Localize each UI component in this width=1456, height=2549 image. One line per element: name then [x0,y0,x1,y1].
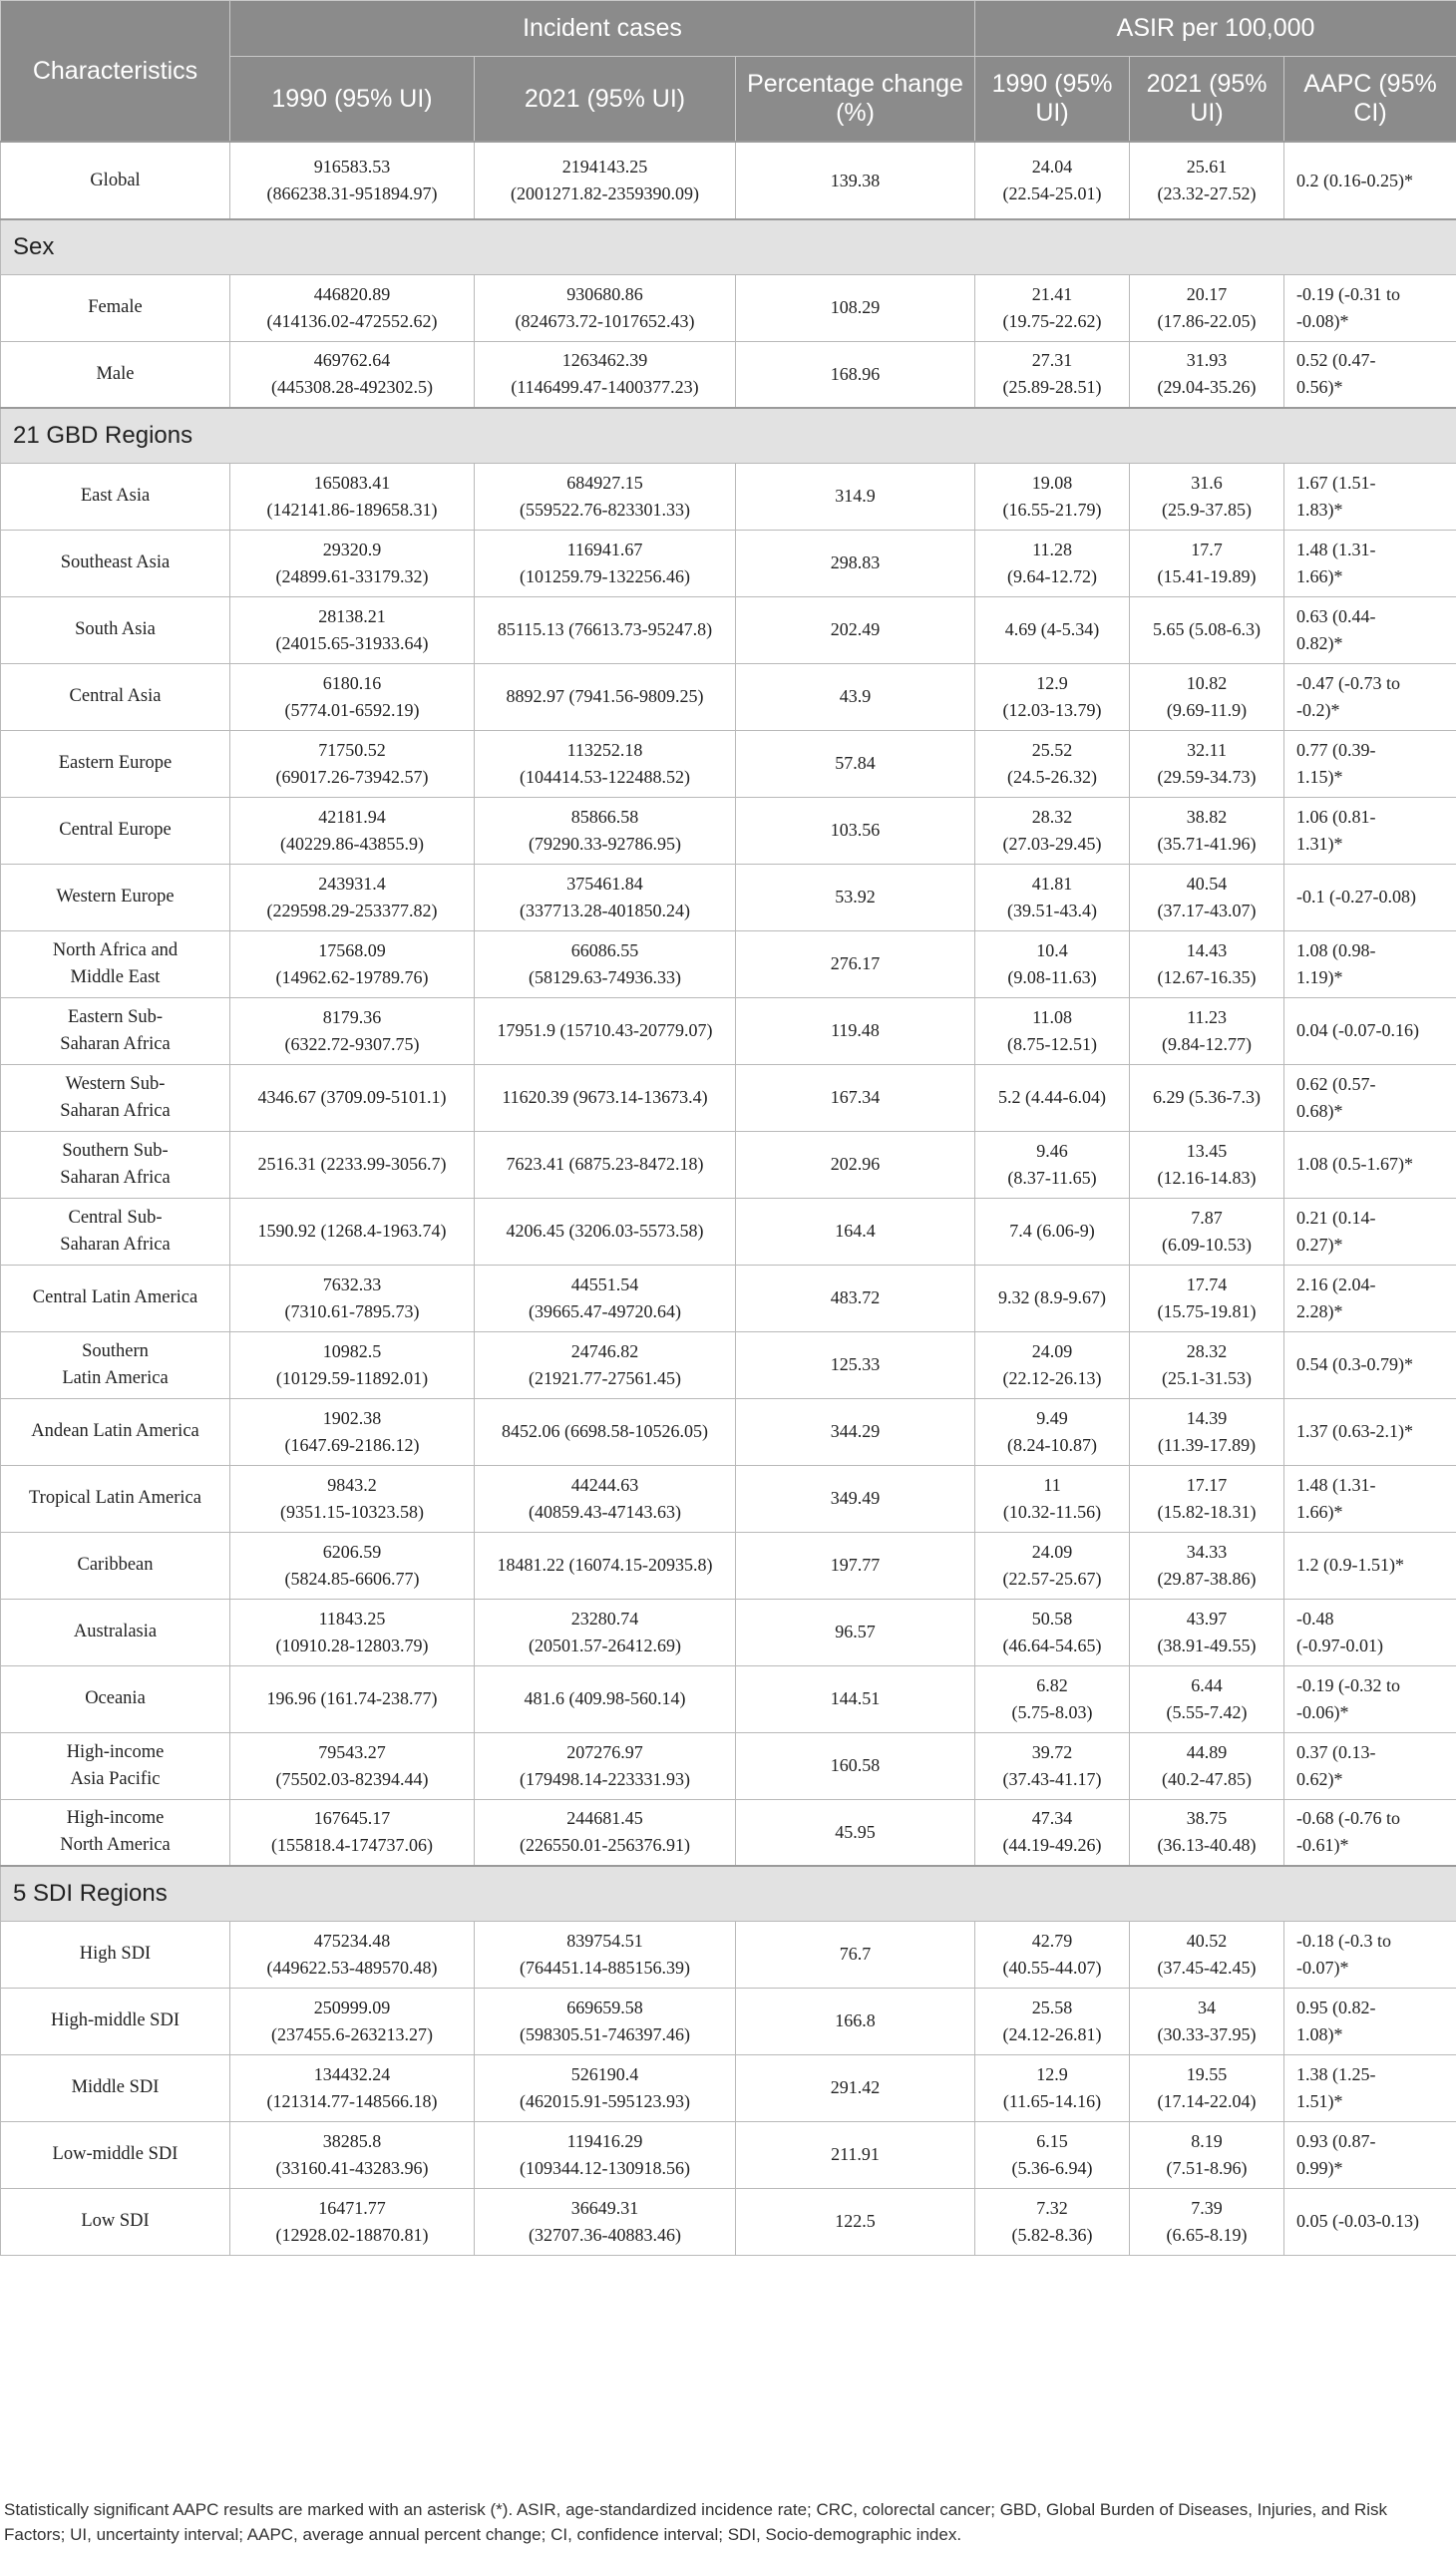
table-body [1,142,1456,2255]
cases-2021-cell: 85115.13 (76613.73-95247.8) [475,596,736,663]
asir-2021-cell: 11.23 (9.84-12.77) [1130,997,1284,1064]
header-asir-2021: 2021 (95% UI) [1130,57,1284,143]
table-row [1,1799,1456,1866]
cases-1990-cell: 243931.4 (229598.29-253377.82) [230,864,475,930]
percentage-change-cell: 43.9 [736,663,975,730]
asir-1990-cell: 9.46 (8.37-11.65) [975,1131,1130,1198]
cases-1990-cell: 916583.53 (866238.31-951894.97) [230,142,475,219]
table-row [1,930,1456,997]
row-name-cell: Eastern Sub- Saharan Africa [1,997,230,1064]
asir-1990-cell: 11.28 (9.64-12.72) [975,530,1130,596]
table-row [1,463,1456,530]
table-row [1,1665,1456,1732]
asir-1990-cell: 42.79 (40.55-44.07) [975,1921,1130,1988]
cases-1990-cell: 16471.77 (12928.02-18870.81) [230,2188,475,2255]
table-row [1,997,1456,1064]
cases-1990-cell: 28138.21 (24015.65-31933.64) [230,596,475,663]
aapc-cell: -0.19 (-0.31 to -0.08)* [1284,274,1456,341]
aapc-cell: 0.04 (-0.07-0.16) [1284,997,1456,1064]
table-row [1,1532,1456,1599]
row-name-cell: Global [1,142,230,219]
percentage-change-cell: 168.96 [736,341,975,408]
cases-1990-cell: 167645.17 (155818.4-174737.06) [230,1799,475,1866]
header-percentage-change: Percentage change (%) [736,57,975,143]
asir-2021-cell: 17.74 (15.75-19.81) [1130,1265,1284,1331]
aapc-cell: 0.62 (0.57- 0.68)* [1284,1064,1456,1131]
percentage-change-cell: 166.8 [736,1988,975,2054]
row-name-cell: South Asia [1,596,230,663]
section-title: 5 SDI Regions [1,1866,1456,1921]
asir-2021-cell: 19.55 (17.14-22.04) [1130,2054,1284,2121]
aapc-cell: 0.21 (0.14- 0.27)* [1284,1198,1456,1265]
percentage-change-cell: 96.57 [736,1599,975,1665]
cases-1990-cell: 7632.33 (7310.61-7895.73) [230,1265,475,1331]
asir-2021-cell: 6.29 (5.36-7.3) [1130,1064,1284,1131]
asir-2021-cell: 14.43 (12.67-16.35) [1130,930,1284,997]
aapc-cell: 0.63 (0.44- 0.82)* [1284,596,1456,663]
aapc-cell: 0.93 (0.87- 0.99)* [1284,2121,1456,2188]
percentage-change-cell: 57.84 [736,730,975,797]
cases-1990-cell: 1902.38 (1647.69-2186.12) [230,1398,475,1465]
row-name-cell: Female [1,274,230,341]
table-row [1,1198,1456,1265]
row-name-cell: Central Asia [1,663,230,730]
cases-2021-cell: 8452.06 (6698.58-10526.05) [475,1398,736,1465]
asir-1990-cell: 39.72 (37.43-41.17) [975,1732,1130,1799]
table-row [1,596,1456,663]
cases-2021-cell: 11620.39 (9673.14-13673.4) [475,1064,736,1131]
table-row [1,730,1456,797]
asir-2021-cell: 6.44 (5.55-7.42) [1130,1665,1284,1732]
cases-1990-cell: 79543.27 (75502.03-82394.44) [230,1732,475,1799]
cases-2021-cell: 684927.15 (559522.76-823301.33) [475,463,736,530]
asir-1990-cell: 7.4 (6.06-9) [975,1198,1130,1265]
header-characteristics: Characteristics [1,1,230,143]
cases-2021-cell: 839754.51 (764451.14-885156.39) [475,1921,736,1988]
asir-1990-cell: 9.49 (8.24-10.87) [975,1398,1130,1465]
cases-1990-cell: 2516.31 (2233.99-3056.7) [230,1131,475,1198]
asir-1990-cell: 47.34 (44.19-49.26) [975,1799,1130,1866]
table-row [1,1921,1456,1988]
asir-1990-cell: 11.08 (8.75-12.51) [975,997,1130,1064]
asir-1990-cell: 24.04 (22.54-25.01) [975,142,1130,219]
row-name-cell: High-income North America [1,1799,230,1866]
table-header [1,1,1456,143]
table-footnote: Statistically significant AAPC results are marked with an asterisk (*). ASIR, age-standardized incidence rate; CRC, colorectal cancer; GBD, Global Burden of Diseases, Injuries, and Risk Factors; UI, uncertainty interval; AAPC, average annual percent change; CI, confidence interval; SDI, Socio-demographic index. [4,2500,1388,2544]
aapc-cell: -0.1 (-0.27-0.08) [1284,864,1456,930]
cases-2021-cell: 375461.84 (337713.28-401850.24) [475,864,736,930]
aapc-cell: -0.68 (-0.76 to -0.61)* [1284,1799,1456,1866]
row-name-cell: High-middle SDI [1,1988,230,2054]
aapc-cell: 1.2 (0.9-1.51)* [1284,1532,1456,1599]
row-name-cell: Central Europe [1,797,230,864]
cases-1990-cell: 165083.41 (142141.86-189658.31) [230,463,475,530]
aapc-cell: -0.47 (-0.73 to -0.2)* [1284,663,1456,730]
cases-2021-cell: 207276.97 (179498.14-223331.93) [475,1732,736,1799]
asir-2021-cell: 40.52 (37.45-42.45) [1130,1921,1284,1988]
percentage-change-cell: 144.51 [736,1665,975,1732]
cases-2021-cell: 44551.54 (39665.47-49720.64) [475,1265,736,1331]
aapc-cell: 2.16 (2.04- 2.28)* [1284,1265,1456,1331]
percentage-change-cell: 344.29 [736,1398,975,1465]
asir-1990-cell: 27.31 (25.89-28.51) [975,341,1130,408]
aapc-cell: 0.95 (0.82- 1.08)* [1284,1988,1456,2054]
percentage-change-cell: 276.17 [736,930,975,997]
row-name-cell: Eastern Europe [1,730,230,797]
aapc-cell: -0.18 (-0.3 to -0.07)* [1284,1921,1456,1988]
aapc-cell: 0.54 (0.3-0.79)* [1284,1331,1456,1398]
aapc-cell: -0.19 (-0.32 to -0.06)* [1284,1665,1456,1732]
cases-2021-cell: 116941.67 (101259.79-132256.46) [475,530,736,596]
row-name-cell: Tropical Latin America [1,1465,230,1532]
cases-2021-cell: 113252.18 (104414.53-122488.52) [475,730,736,797]
asir-2021-cell: 34 (30.33-37.95) [1130,1988,1284,2054]
row-name-cell: Oceania [1,1665,230,1732]
percentage-change-cell: 202.96 [736,1131,975,1198]
cases-1990-cell: 134432.24 (121314.77-148566.18) [230,2054,475,2121]
table-row [1,864,1456,930]
section-row [1,408,1456,463]
percentage-change-cell: 125.33 [736,1331,975,1398]
asir-1990-cell: 6.15 (5.36-6.94) [975,2121,1130,2188]
asir-2021-cell: 17.17 (15.82-18.31) [1130,1465,1284,1532]
asir-1990-cell: 6.82 (5.75-8.03) [975,1665,1130,1732]
asir-2021-cell: 28.32 (25.1-31.53) [1130,1331,1284,1398]
row-name-cell: Australasia [1,1599,230,1665]
table-row [1,1465,1456,1532]
asir-2021-cell: 44.89 (40.2-47.85) [1130,1732,1284,1799]
asir-2021-cell: 17.7 (15.41-19.89) [1130,530,1284,596]
row-name-cell: Southern Latin America [1,1331,230,1398]
cases-1990-cell: 196.96 (161.74-238.77) [230,1665,475,1732]
asir-1990-cell: 7.32 (5.82-8.36) [975,2188,1130,2255]
asir-2021-cell: 13.45 (12.16-14.83) [1130,1131,1284,1198]
header-cases-2021: 2021 (95% UI) [475,57,736,143]
row-name-cell: Western Europe [1,864,230,930]
percentage-change-cell: 53.92 [736,864,975,930]
percentage-change-cell: 197.77 [736,1532,975,1599]
table-row [1,341,1456,408]
percentage-change-cell: 160.58 [736,1732,975,1799]
asir-2021-cell: 20.17 (17.86-22.05) [1130,274,1284,341]
cases-2021-cell: 930680.86 (824673.72-1017652.43) [475,274,736,341]
cases-1990-cell: 475234.48 (449622.53-489570.48) [230,1921,475,1988]
cases-2021-cell: 244681.45 (226550.01-256376.91) [475,1799,736,1866]
percentage-change-cell: 291.42 [736,2054,975,2121]
asir-1990-cell: 24.09 (22.57-25.67) [975,1532,1130,1599]
aapc-cell: 1.48 (1.31- 1.66)* [1284,1465,1456,1532]
row-name-cell: Western Sub- Saharan Africa [1,1064,230,1131]
table-row [1,1265,1456,1331]
cases-1990-cell: 11843.25 (10910.28-12803.79) [230,1599,475,1665]
percentage-change-cell: 314.9 [736,463,975,530]
cases-2021-cell: 669659.58 (598305.51-746397.46) [475,1988,736,2054]
table-row [1,2121,1456,2188]
section-title: 21 GBD Regions [1,408,1456,463]
row-name-cell: Low SDI [1,2188,230,2255]
percentage-change-cell: 76.7 [736,1921,975,1988]
asir-2021-cell: 7.39 (6.65-8.19) [1130,2188,1284,2255]
percentage-change-cell: 167.34 [736,1064,975,1131]
percentage-change-cell: 349.49 [736,1465,975,1532]
asir-1990-cell: 24.09 (22.12-26.13) [975,1331,1130,1398]
asir-1990-cell: 10.4 (9.08-11.63) [975,930,1130,997]
table-row [1,1398,1456,1465]
cases-2021-cell: 36649.31 (32707.36-40883.46) [475,2188,736,2255]
header-aapc: AAPC (95% CI) [1284,57,1456,143]
asir-2021-cell: 38.82 (35.71-41.96) [1130,797,1284,864]
cases-2021-cell: 526190.4 (462015.91-595123.93) [475,2054,736,2121]
asir-2021-cell: 32.11 (29.59-34.73) [1130,730,1284,797]
asir-1990-cell: 4.69 (4-5.34) [975,596,1130,663]
row-name-cell: North Africa and Middle East [1,930,230,997]
cases-1990-cell: 469762.64 (445308.28-492302.5) [230,341,475,408]
aapc-cell: 1.06 (0.81- 1.31)* [1284,797,1456,864]
cases-2021-cell: 2194143.25 (2001271.82-2359390.09) [475,142,736,219]
cases-2021-cell: 85866.58 (79290.33-92786.95) [475,797,736,864]
percentage-change-cell: 108.29 [736,274,975,341]
cases-2021-cell: 4206.45 (3206.03-5573.58) [475,1198,736,1265]
percentage-change-cell: 122.5 [736,2188,975,2255]
asir-2021-cell: 5.65 (5.08-6.3) [1130,596,1284,663]
table-row [1,1732,1456,1799]
percentage-change-cell: 119.48 [736,997,975,1064]
asir-1990-cell: 5.2 (4.44-6.04) [975,1064,1130,1131]
row-name-cell: Central Sub- Saharan Africa [1,1198,230,1265]
header-asir: ASIR per 100,000 [975,1,1456,57]
table-row [1,274,1456,341]
row-name-cell: Low-middle SDI [1,2121,230,2188]
section-title: Sex [1,219,1456,274]
cases-2021-cell: 18481.22 (16074.15-20935.8) [475,1532,736,1599]
percentage-change-cell: 45.95 [736,1799,975,1866]
table-row [1,1599,1456,1665]
section-row [1,219,1456,274]
asir-2021-cell: 25.61 (23.32-27.52) [1130,142,1284,219]
asir-2021-cell: 14.39 (11.39-17.89) [1130,1398,1284,1465]
row-name-cell: Middle SDI [1,2054,230,2121]
row-name-cell: Andean Latin America [1,1398,230,1465]
row-name-cell: Central Latin America [1,1265,230,1331]
percentage-change-cell: 103.56 [736,797,975,864]
cases-1990-cell: 446820.89 (414136.02-472552.62) [230,274,475,341]
cases-1990-cell: 4346.67 (3709.09-5101.1) [230,1064,475,1131]
cases-2021-cell: 8892.97 (7941.56-9809.25) [475,663,736,730]
cases-2021-cell: 23280.74 (20501.57-26412.69) [475,1599,736,1665]
table-row [1,1988,1456,2054]
table-row [1,1064,1456,1131]
cases-1990-cell: 250999.09 (237455.6-263213.27) [230,1988,475,2054]
cases-2021-cell: 44244.63 (40859.43-47143.63) [475,1465,736,1532]
row-name-cell: Caribbean [1,1532,230,1599]
cases-1990-cell: 8179.36 (6322.72-9307.75) [230,997,475,1064]
cases-1990-cell: 6180.16 (5774.01-6592.19) [230,663,475,730]
header-incident-cases: Incident cases [230,1,975,57]
percentage-change-cell: 211.91 [736,2121,975,2188]
asir-1990-cell: 11 (10.32-11.56) [975,1465,1130,1532]
asir-2021-cell: 10.82 (9.69-11.9) [1130,663,1284,730]
percentage-change-cell: 164.4 [736,1198,975,1265]
aapc-cell: -0.48 (-0.97-0.01) [1284,1599,1456,1665]
cases-2021-cell: 7623.41 (6875.23-8472.18) [475,1131,736,1198]
row-name-cell: Male [1,341,230,408]
cases-1990-cell: 29320.9 (24899.61-33179.32) [230,530,475,596]
section-row [1,1866,1456,1921]
table-row [1,1131,1456,1198]
asir-2021-cell: 31.6 (25.9-37.85) [1130,463,1284,530]
cases-2021-cell: 481.6 (409.98-560.14) [475,1665,736,1732]
cases-1990-cell: 9843.2 (9351.15-10323.58) [230,1465,475,1532]
asir-2021-cell: 43.97 (38.91-49.55) [1130,1599,1284,1665]
aapc-cell: 0.52 (0.47- 0.56)* [1284,341,1456,408]
aapc-cell: 1.08 (0.5-1.67)* [1284,1131,1456,1198]
table-row [1,2054,1456,2121]
percentage-change-cell: 298.83 [736,530,975,596]
aapc-cell: 1.67 (1.51- 1.83)* [1284,463,1456,530]
asir-1990-cell: 21.41 (19.75-22.62) [975,274,1130,341]
table-row [1,142,1456,219]
asir-2021-cell: 7.87 (6.09-10.53) [1130,1198,1284,1265]
table-row [1,1331,1456,1398]
asir-1990-cell: 12.9 (11.65-14.16) [975,2054,1130,2121]
aapc-cell: 0.37 (0.13- 0.62)* [1284,1732,1456,1799]
cases-2021-cell: 119416.29 (109344.12-130918.56) [475,2121,736,2188]
asir-2021-cell: 40.54 (37.17-43.07) [1130,864,1284,930]
asir-2021-cell: 34.33 (29.87-38.86) [1130,1532,1284,1599]
aapc-cell: 0.05 (-0.03-0.13) [1284,2188,1456,2255]
asir-1990-cell: 28.32 (27.03-29.45) [975,797,1130,864]
asir-2021-cell: 38.75 (36.13-40.48) [1130,1799,1284,1866]
percentage-change-cell: 483.72 [736,1265,975,1331]
cases-1990-cell: 1590.92 (1268.4-1963.74) [230,1198,475,1265]
percentage-change-cell: 139.38 [736,142,975,219]
table-row [1,530,1456,596]
asir-1990-cell: 41.81 (39.51-43.4) [975,864,1130,930]
cases-1990-cell: 6206.59 (5824.85-6606.77) [230,1532,475,1599]
aapc-cell: 1.37 (0.63-2.1)* [1284,1398,1456,1465]
table-row [1,2188,1456,2255]
asir-1990-cell: 25.58 (24.12-26.81) [975,1988,1130,2054]
header-cases-1990: 1990 (95% UI) [230,57,475,143]
cases-2021-cell: 24746.82 (21921.77-27561.45) [475,1331,736,1398]
row-name-cell: High SDI [1,1921,230,1988]
percentage-change-cell: 202.49 [736,596,975,663]
cases-2021-cell: 66086.55 (58129.63-74936.33) [475,930,736,997]
table-row [1,797,1456,864]
cases-1990-cell: 10982.5 (10129.59-11892.01) [230,1331,475,1398]
row-name-cell: Southeast Asia [1,530,230,596]
aapc-cell: 1.08 (0.98- 1.19)* [1284,930,1456,997]
row-name-cell: High-income Asia Pacific [1,1732,230,1799]
aapc-cell: 1.38 (1.25- 1.51)* [1284,2054,1456,2121]
row-name-cell: Southern Sub- Saharan Africa [1,1131,230,1198]
aapc-cell: 0.2 (0.16-0.25)* [1284,142,1456,219]
aapc-cell: 0.77 (0.39- 1.15)* [1284,730,1456,797]
header-asir-1990: 1990 (95% UI) [975,57,1130,143]
table-row [1,663,1456,730]
asir-2021-cell: 31.93 (29.04-35.26) [1130,341,1284,408]
aapc-cell: 1.48 (1.31- 1.66)* [1284,530,1456,596]
asir-1990-cell: 50.58 (46.64-54.65) [975,1599,1130,1665]
cases-1990-cell: 17568.09 (14962.62-19789.76) [230,930,475,997]
cases-1990-cell: 38285.8 (33160.41-43283.96) [230,2121,475,2188]
asir-1990-cell: 25.52 (24.5-26.32) [975,730,1130,797]
asir-2021-cell: 8.19 (7.51-8.96) [1130,2121,1284,2188]
asir-1990-cell: 19.08 (16.55-21.79) [975,463,1130,530]
asir-1990-cell: 12.9 (12.03-13.79) [975,663,1130,730]
cases-1990-cell: 42181.94 (40229.86-43855.9) [230,797,475,864]
row-name-cell: East Asia [1,463,230,530]
cases-1990-cell: 71750.52 (69017.26-73942.57) [230,730,475,797]
asir-1990-cell: 9.32 (8.9-9.67) [975,1265,1130,1331]
cases-2021-cell: 17951.9 (15710.43-20779.07) [475,997,736,1064]
cases-2021-cell: 1263462.39 (1146499.47-1400377.23) [475,341,736,408]
